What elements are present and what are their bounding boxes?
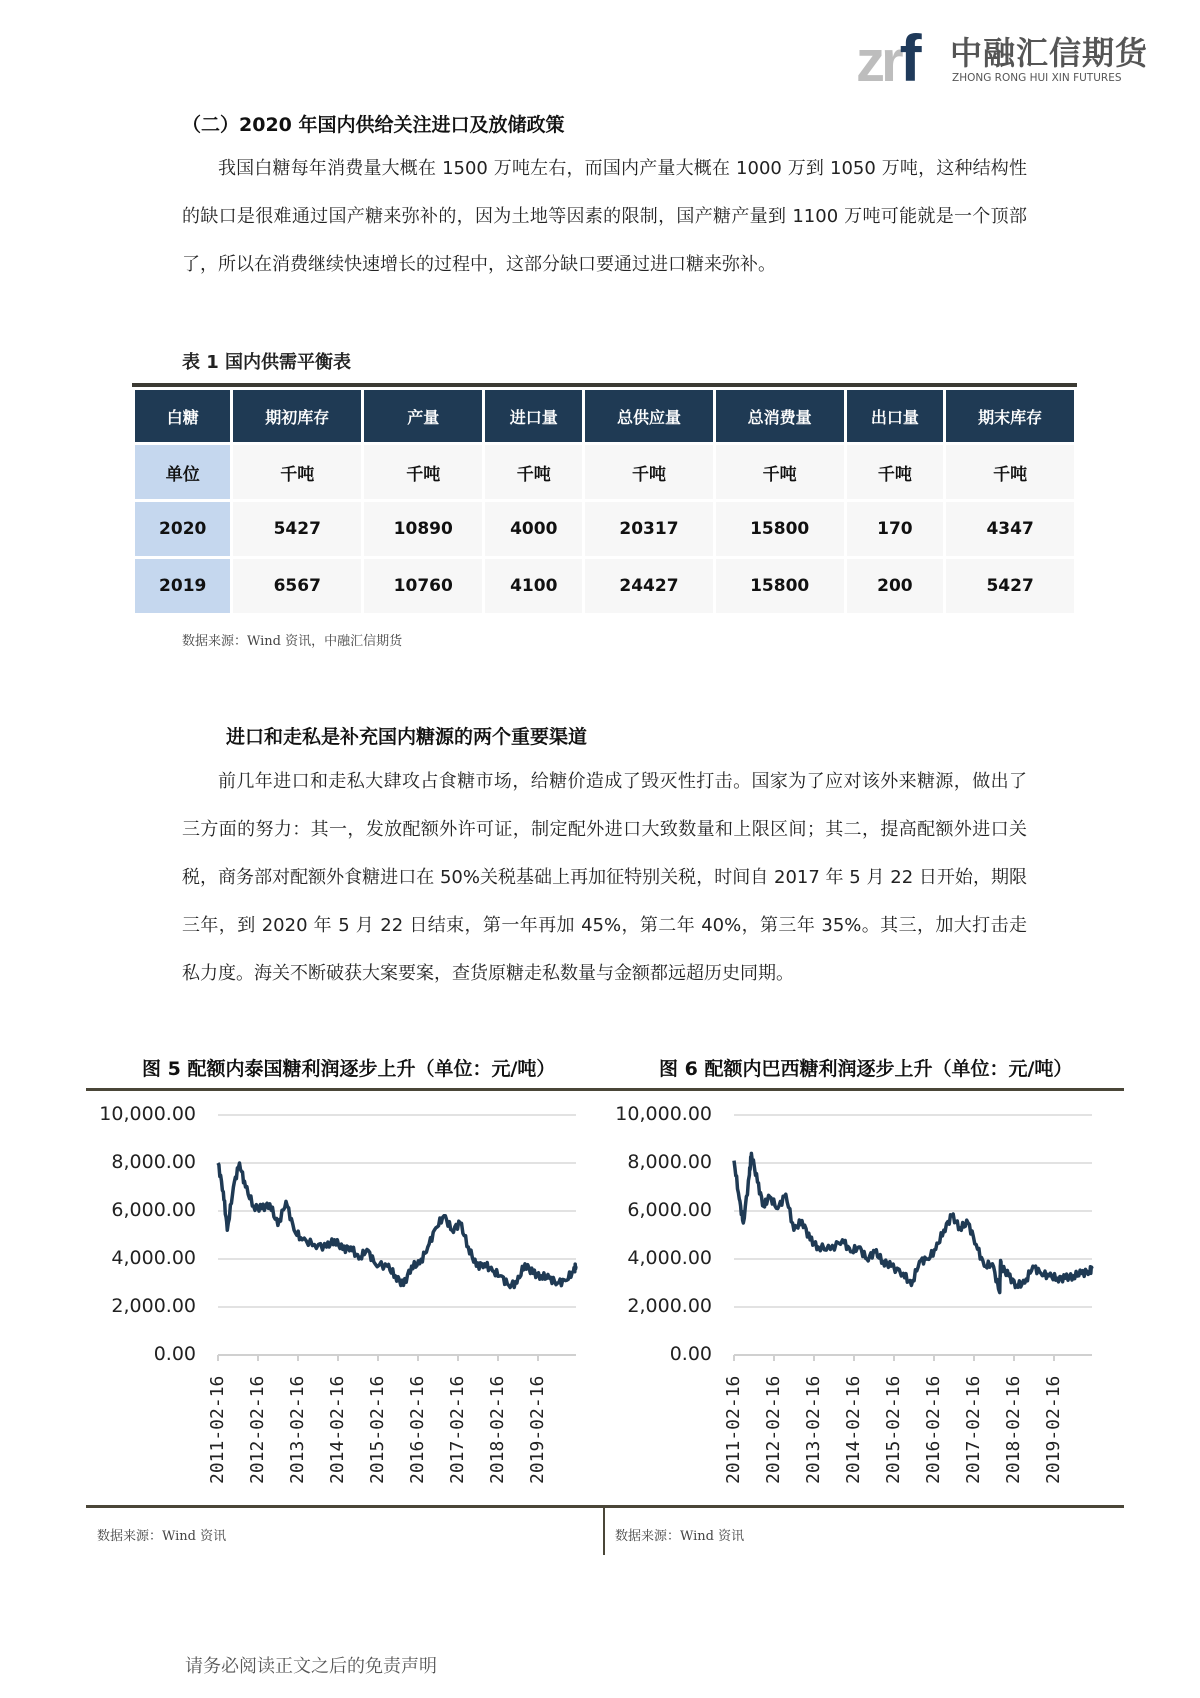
table-cell: 4347 [946,502,1074,556]
table-cell: 千吨 [585,445,713,499]
table-cell: 24427 [585,559,713,613]
header-cell: 总消费量 [716,390,844,442]
x-tick-label: 2018-02-16 [1003,1375,1024,1484]
section-heading: （二）2020 年国内供给关注进口及放储政策 [182,114,565,136]
header-cell: 产量 [364,390,482,442]
y-tick-label: 4,000.00 [111,1247,196,1269]
logo-mark-f: f [899,21,918,95]
table-cell: 千吨 [364,445,482,499]
header-cell: 期末库存 [946,390,1074,442]
x-tick-label: 2019-02-16 [1043,1375,1064,1484]
x-tick-label: 2017-02-16 [447,1375,468,1484]
header-cell: 出口量 [847,390,944,442]
row-header-cell: 2020 [135,502,230,556]
header-cell: 总供应量 [585,390,713,442]
figure-5-title: 图 5 配额内泰国糖利润逐步上升（单位：元/吨） [142,1058,556,1080]
profit-series-line [734,1153,1092,1292]
table-cell: 20317 [585,502,713,556]
figure-6-title: 图 6 配额内巴西糖利润逐步上升（单位：元/吨） [659,1058,1073,1080]
y-tick-label: 6,000.00 [111,1199,196,1221]
table-cell: 千吨 [847,445,944,499]
header-cell: 白糖 [135,390,230,442]
logo-name-cn: 中融汇信期货 [950,34,1149,72]
x-tick-label: 2012-02-16 [247,1375,268,1484]
table-cell: 4000 [485,502,582,556]
row-header-cell: 2019 [135,559,230,613]
subheading: 进口和走私是补充国内糖源的两个重要渠道 [226,726,588,748]
table-cell: 千吨 [233,445,361,499]
x-tick-label: 2013-02-16 [287,1375,308,1484]
x-tick-label: 2011-02-16 [207,1375,228,1484]
y-tick-label: 0.00 [669,1343,712,1365]
table-cell: 5427 [946,559,1074,613]
y-tick-label: 2,000.00 [111,1295,196,1317]
table-cell: 5427 [233,502,361,556]
table-cell: 千吨 [946,445,1074,499]
paragraph-1-text: 我国白糖每年消费量大概在 1500 万吨左右，而国内产量大概在 1000 万到 1050 万吨，这种结构性的缺口是很难通过国产糖来弥补的，因为土地等因素的限制，国产糖产量到 1100 万吨可能就是一个顶部了，所以在消费继续快速增长的过程中，这部分缺口要通过进口糖来弥补。 [182,158,1027,275]
y-tick-label: 10,000.00 [99,1103,196,1125]
disclaimer-footer: 请务必阅读正文之后的免责声明 [185,1656,437,1677]
x-tick-label: 2013-02-16 [803,1375,824,1484]
table-cell: 15800 [716,502,844,556]
header-cell: 进口量 [485,390,582,442]
y-tick-label: 8,000.00 [111,1151,196,1173]
table-cell: 6567 [233,559,361,613]
table-cell: 10890 [364,502,482,556]
x-tick-label: 2012-02-16 [763,1375,784,1484]
x-tick-label: 2014-02-16 [843,1375,864,1484]
x-tick-label: 2016-02-16 [407,1375,428,1484]
x-tick-label: 2011-02-16 [723,1375,744,1484]
x-tick-label: 2014-02-16 [327,1375,348,1484]
table-title: 表 1 国内供需平衡表 [182,352,352,373]
y-tick-label: 0.00 [153,1343,196,1365]
logo-mark-zr: zr [856,29,900,94]
x-tick-label: 2019-02-16 [527,1375,548,1484]
figure-divider [603,1507,605,1555]
y-tick-label: 2,000.00 [627,1295,712,1317]
table-source: 数据来源：Wind 资讯，中融汇信期货 [182,634,403,649]
x-tick-label: 2015-02-16 [367,1375,388,1484]
figure-5-source: 数据来源：Wind 资讯 [97,1529,227,1544]
table-cell: 4100 [485,559,582,613]
row-header-cell: 单位 [135,445,230,499]
figure-bottom-rule [86,1505,1124,1508]
table-cell: 千吨 [485,445,582,499]
y-tick-label: 8,000.00 [627,1151,712,1173]
table-cell: 10760 [364,559,482,613]
figure-6-source: 数据来源：Wind 资讯 [615,1529,745,1544]
header-cell: 期初库存 [233,390,361,442]
table-cell: 15800 [716,559,844,613]
paragraph-2-text: 前几年进口和走私大肆攻占食糖市场，给糖价造成了毁灭性打击。国家为了应对该外来糖源，做出了三方面的努力：其一，发放配额外许可证，制定配外进口大致数量和上限区间；其二，提高配额外进口关税，商务部对配额外食糖进口在 50%关税基础上再加征特别关税，时间自 2017 年 5 月 22 日开始，期限三年，到 2020 年 5 月 22 日结束，第一年再加 45%，第二年 40%，第三年 35%。其三，加大打击走私力度。海关不断破获大案要案，查货原糖走私数量与金额都远超历史同期。 [182,771,1027,984]
x-tick-label: 2018-02-16 [487,1375,508,1484]
table-cell: 170 [847,502,944,556]
x-tick-label: 2015-02-16 [883,1375,904,1484]
x-tick-label: 2017-02-16 [963,1375,984,1484]
x-tick-label: 2016-02-16 [923,1375,944,1484]
y-tick-label: 10,000.00 [615,1103,712,1125]
y-tick-label: 4,000.00 [627,1247,712,1269]
table-cell: 200 [847,559,944,613]
logo-name-en: ZHONG RONG HUI XIN FUTURES [952,72,1122,84]
table-cell: 千吨 [716,445,844,499]
y-tick-label: 6,000.00 [627,1199,712,1221]
